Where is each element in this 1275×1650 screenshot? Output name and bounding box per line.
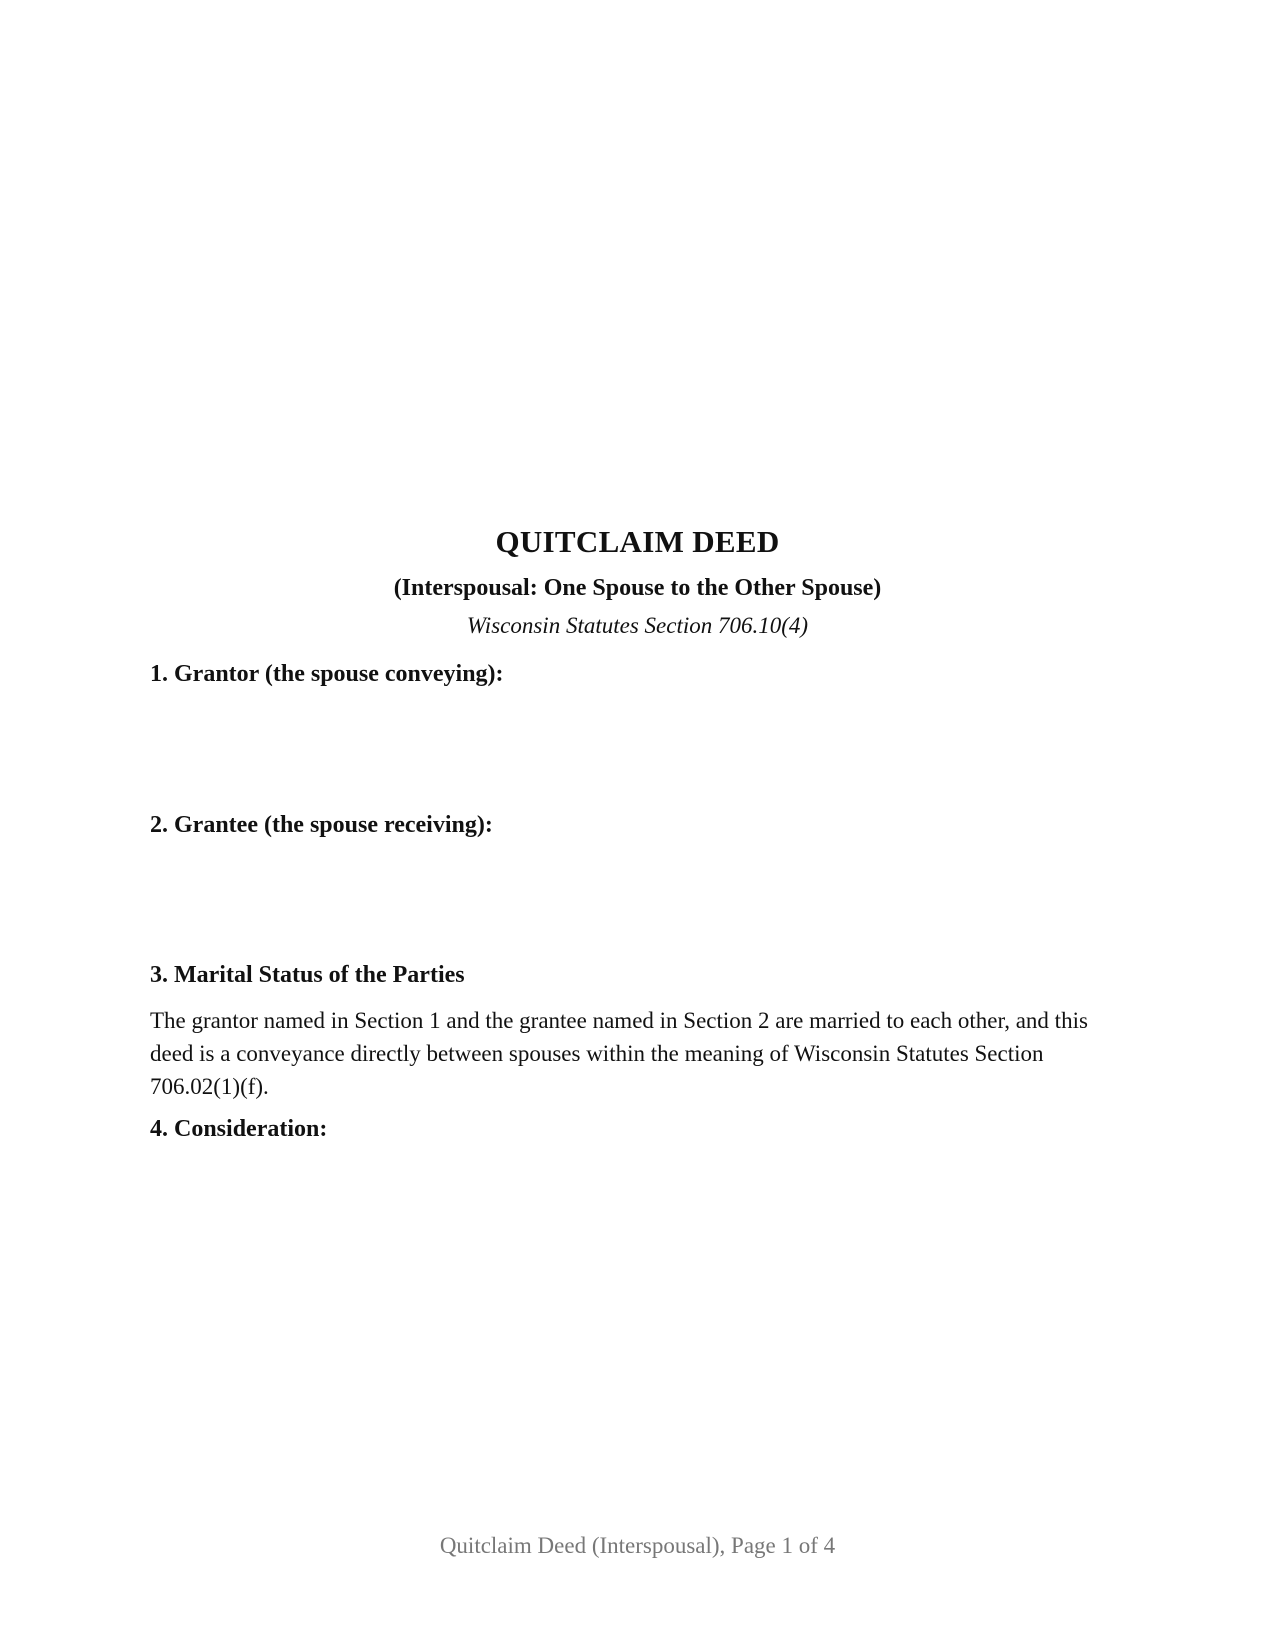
- section-heading-consideration: 4. Consideration:: [150, 1116, 328, 1142]
- section-heading-marital-status: 3. Marital Status of the Parties: [150, 962, 465, 988]
- section-heading-grantee: 2. Grantee (the spouse receiving):: [150, 812, 493, 838]
- statute-reference: Wisconsin Statutes Section 706.10(4): [466, 613, 809, 638]
- marital-status-paragraph: The grantor named in Section 1 and the grantee named in Section 2 are married to each other, and this deed is a conveyance directly between spouses within the meaning of Wisconsin Statutes Section 706.02(1)(f).: [150, 1008, 1088, 1099]
- document-title: QUITCLAIM DEED: [495, 524, 780, 559]
- section-heading-grantor: 1. Grantor (the spouse conveying):: [150, 661, 504, 687]
- document-subtitle: (Interspousal: One Spouse to the Other Spouse): [393, 575, 882, 601]
- page-footer: Quitclaim Deed (Interspousal), Page 1 of 4: [439, 1533, 836, 1558]
